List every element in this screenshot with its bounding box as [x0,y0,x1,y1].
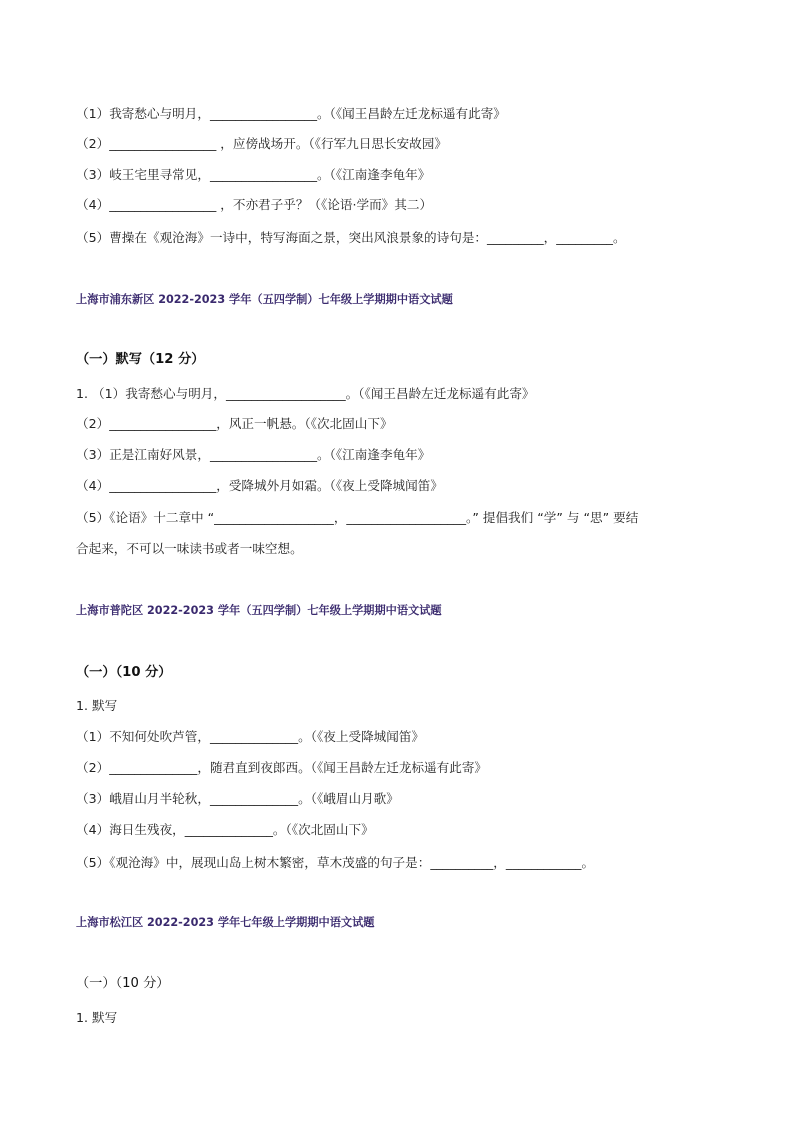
question-line: （2）______________，随君直到夜郎西。（《闻王昌龄左迁龙标遥有此寄》 [76,760,488,775]
section-title: （一）默写（12 分） [76,352,205,367]
question-line: （3）峨眉山月半轮秋，______________。（《峨眉山月歌》 [76,791,399,806]
question-line: （4）_________________ ，不亦君子乎？（《论语·学而》其二） [76,197,433,212]
exam-heading: 上海市浦东新区 2022-2023 学年（五四学制）七年级上学期期中语文试题 [76,293,453,306]
question-line: 1. （1）我寄愁心与明月，___________________。（《闻王昌龄左迁龙标遥有此寄》 [76,386,535,401]
question-line: （1）我寄愁心与明月，_________________。（《闻王昌龄左迁龙标遥有此寄》 [76,106,506,121]
question-line: （3）正是江南好风景，_________________。（《江南逢李龟年》 [76,447,431,462]
question-line: （3）岐王宅里寻常见，_________________。（《江南逢李龟年》 [76,167,431,182]
section-title: （一）（10 分） [76,976,170,991]
question-line: 1. 默写 [76,698,118,713]
question-line: （4）海日生残夜，______________。（《次北固山下》 [76,822,374,837]
section-title: （一）（10 分） [76,665,172,680]
question-line: （4）_________________，受降城外月如霜。（《夜上受降城闻笛》 [76,478,443,493]
question-line: （5）曹操在《观沧海》一诗中，特写海面之景，突出风浪景象的诗句是：_________，_________。 [76,230,626,245]
question-line: 1. 默写 [76,1010,118,1025]
question-line: （5）《观沧海》中，展现山岛上树木繁密，草木茂盛的句子是：__________，____________。 [76,855,595,870]
question-line: （1）不知何处吹芦管，______________。（《夜上受降城闻笛》 [76,729,425,744]
exam-heading: 上海市普陀区 2022-2023 学年（五四学制）七年级上学期期中语文试题 [76,604,442,617]
question-line: （5）《论语》十二章中 “___________________，___________________。” 提倡我们 “学” 与 “思” 要结 [76,510,639,525]
question-line: （2）_________________ ，应傍战场开。（《行军九日思长安故园》 [76,136,447,151]
exam-heading: 上海市松江区 2022-2023 学年七年级上学期期中语文试题 [76,916,375,929]
question-line: （2）_________________，风正一帆悬。（《次北固山下》 [76,416,393,431]
question-line: 合起来，不可以一味读书或者一味空想。 [76,541,303,556]
